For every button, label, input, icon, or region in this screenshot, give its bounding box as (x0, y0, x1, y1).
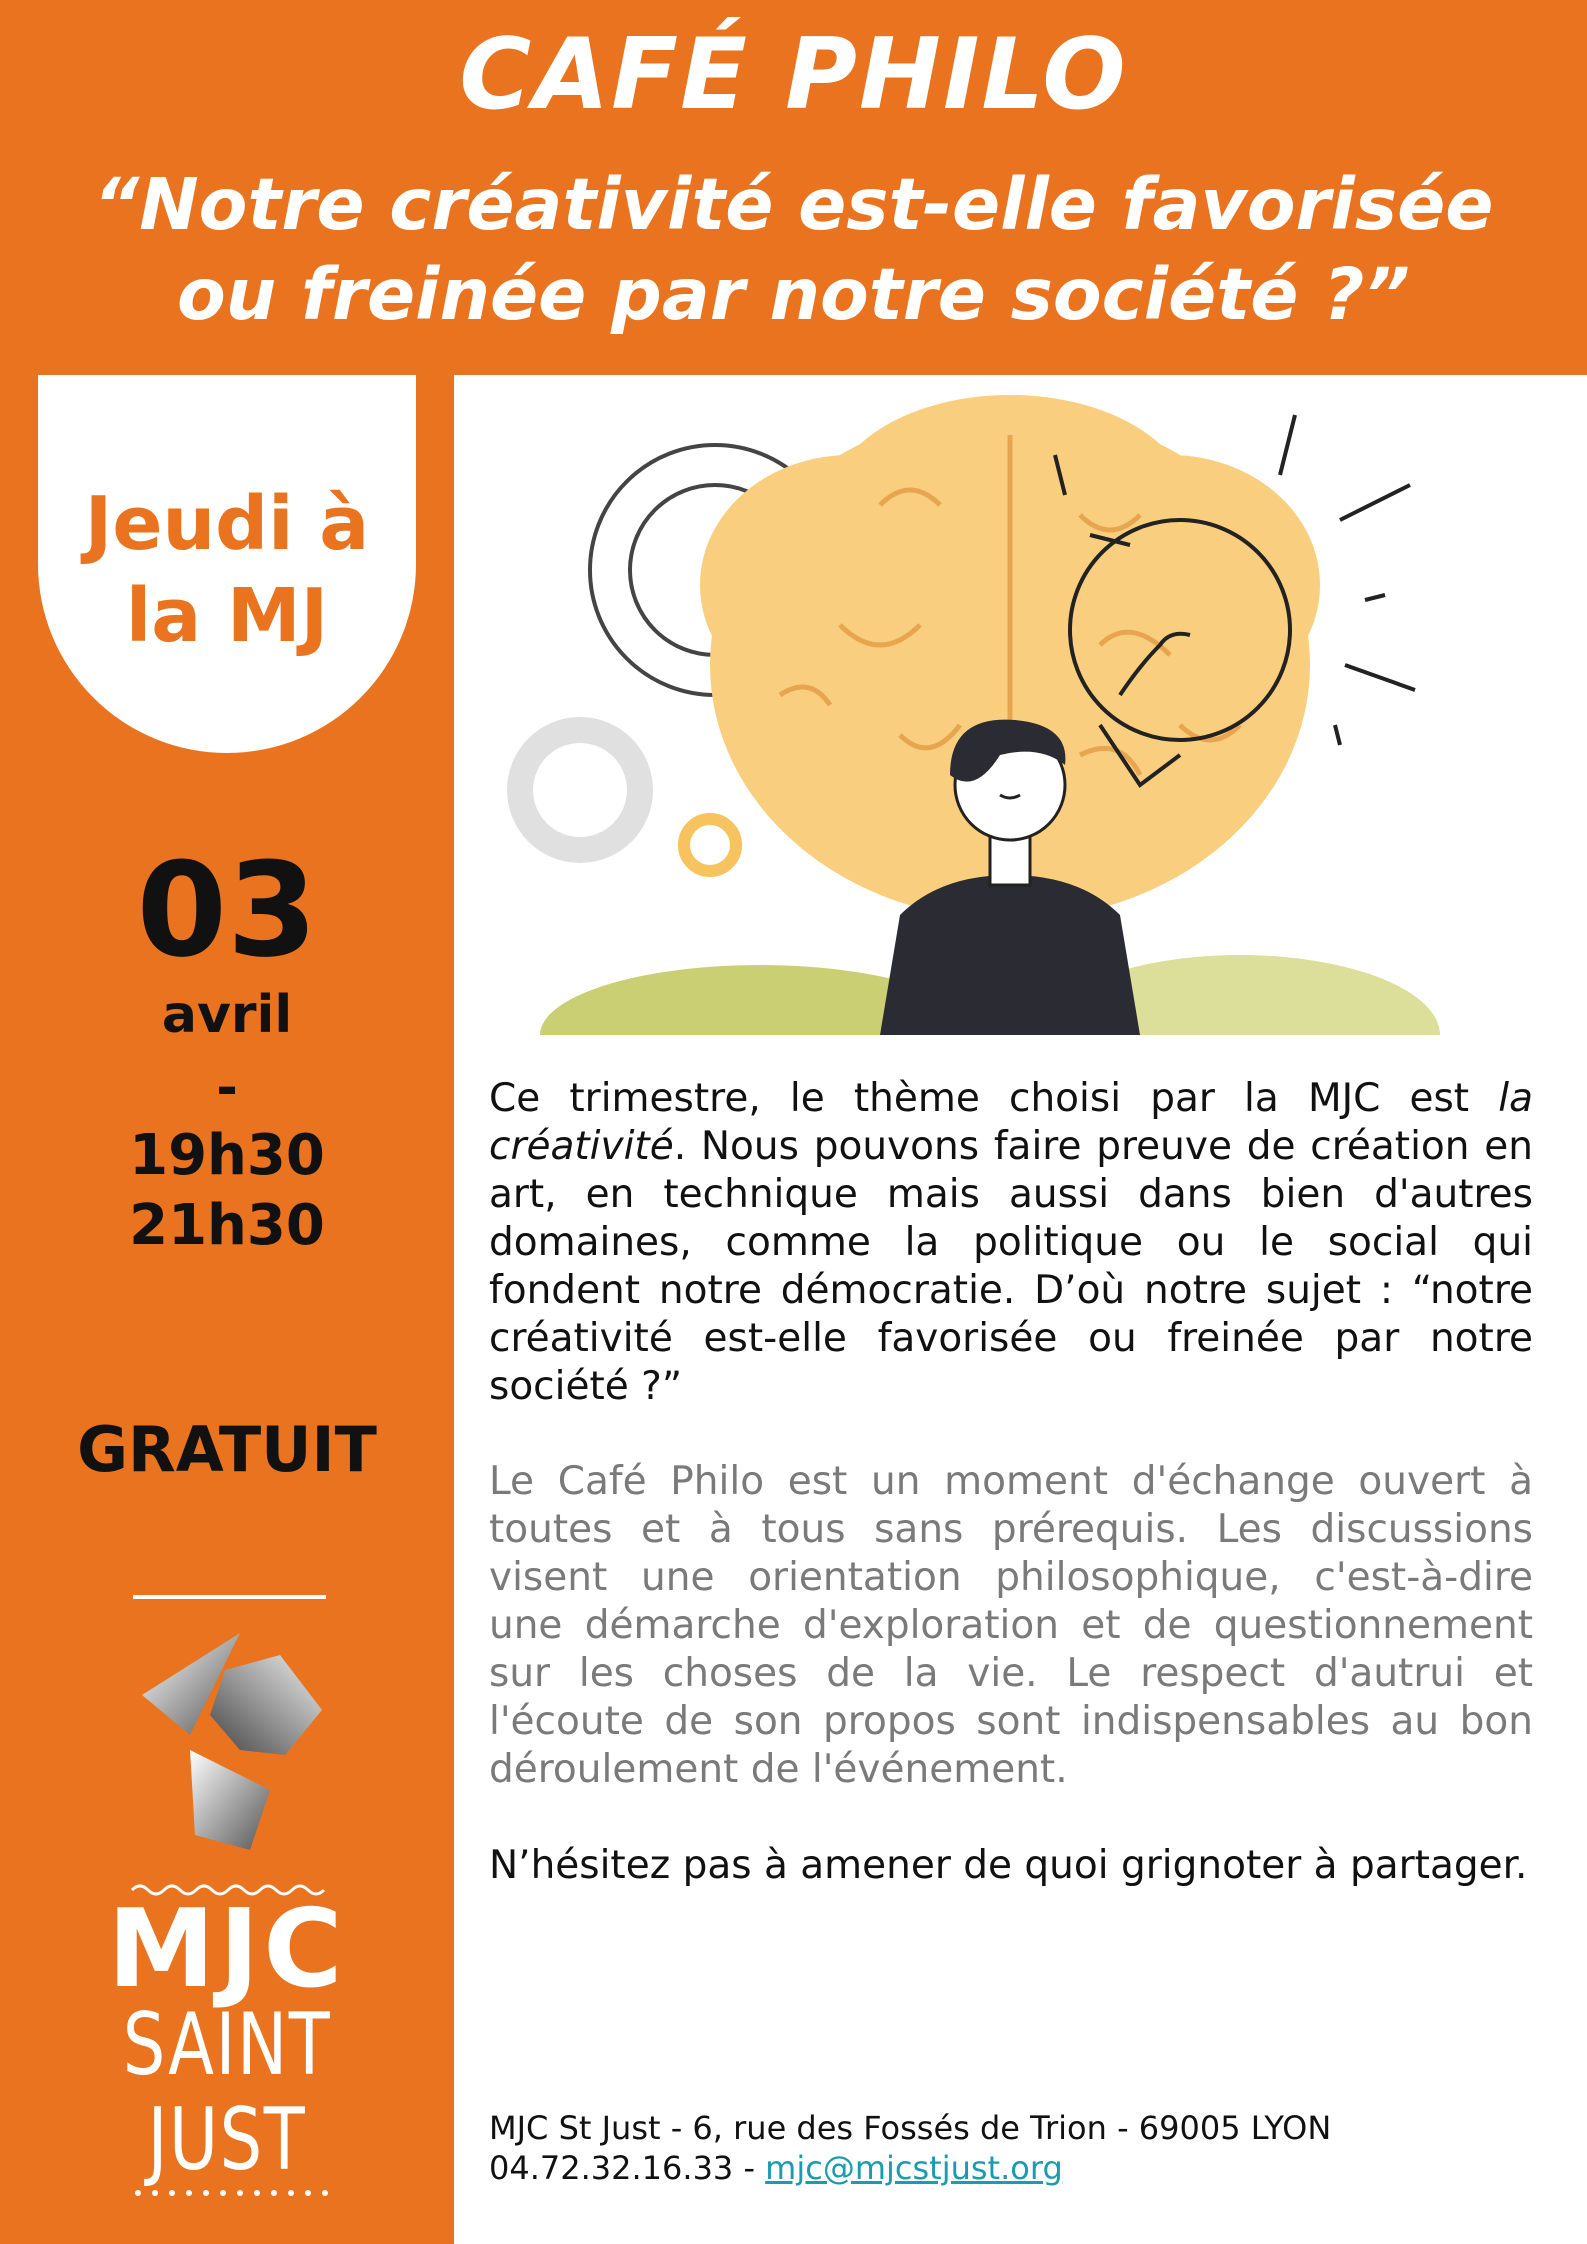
gear-icon-small (520, 730, 640, 850)
description-paragraph: Le Café Philo est un moment d'échange ouvert à toutes et à tous sans prérequis. Les discussions visent une orientation philosophique, c'est-à-dire une démarche d'exploration et de questionnement sur les choses de la vie. Le respect d'autrui et l'écoute de son propos sont indispensables au bon déroulement de l'événement. (489, 1459, 1533, 1792)
email-link[interactable]: mjc@mjcstjust.org (765, 2149, 1063, 2187)
price-label: GRATUIT (77, 1413, 377, 1486)
intro-paragraph (489, 1075, 1533, 1411)
day-badge-line1: Jeudi à (84, 481, 370, 567)
date-day: 03 (136, 834, 318, 986)
mjc-logo-icon (130, 1625, 330, 1855)
footer-phone-line (489, 2148, 1331, 2188)
logo-text-saint: SAINT (122, 1995, 332, 2095)
time-start: 19h30 (129, 1123, 325, 1188)
poster-subtitle: “Notre créativité est-elle favorisée ou freinée par notre société ?” (93, 163, 1494, 336)
time-end: 21h30 (129, 1193, 325, 1258)
footer-address: MJC St Just - 6, rue des Fossés de Trion - 69005 LYON (489, 2109, 1332, 2147)
snack-paragraph: N’hésitez pas à amener de quoi grignoter à partager. (489, 1843, 1528, 1888)
header-banner (0, 0, 1587, 375)
footer-phone: 04.72.32.16.33 - (489, 2149, 766, 2187)
intro-text-b: . Nous pouvons faire preuve de création en art, en technique mais aussi dans bien d'autres domaines, comme la politique ou le social qui fondent notre démocratie. D’où notre sujet : “notre créativité est-elle favorisée ou freinée par notre société ?” (489, 1124, 1533, 1409)
intro-text-a: Ce trimestre, le thème choisi par la MJC est (489, 1076, 1499, 1121)
logo-dots (133, 2188, 333, 2198)
logo-text-just: JUST (147, 2090, 307, 2190)
day-badge-line2: la MJ (125, 573, 329, 659)
sidebar-divider (133, 1595, 326, 1599)
brain-illustration (480, 395, 1480, 1035)
footer-contact (489, 2108, 1331, 2188)
logo-text-mjc: MJC (107, 1887, 347, 2012)
date-month: avril (161, 985, 293, 1045)
date-dash: - (216, 1058, 238, 1118)
gear-icon-yellow (684, 819, 736, 871)
day-badge-text (38, 478, 416, 662)
intro-text-emphasis: la créativité (489, 1076, 1533, 1169)
poster-title: CAFÉ PHILO (459, 18, 1128, 132)
